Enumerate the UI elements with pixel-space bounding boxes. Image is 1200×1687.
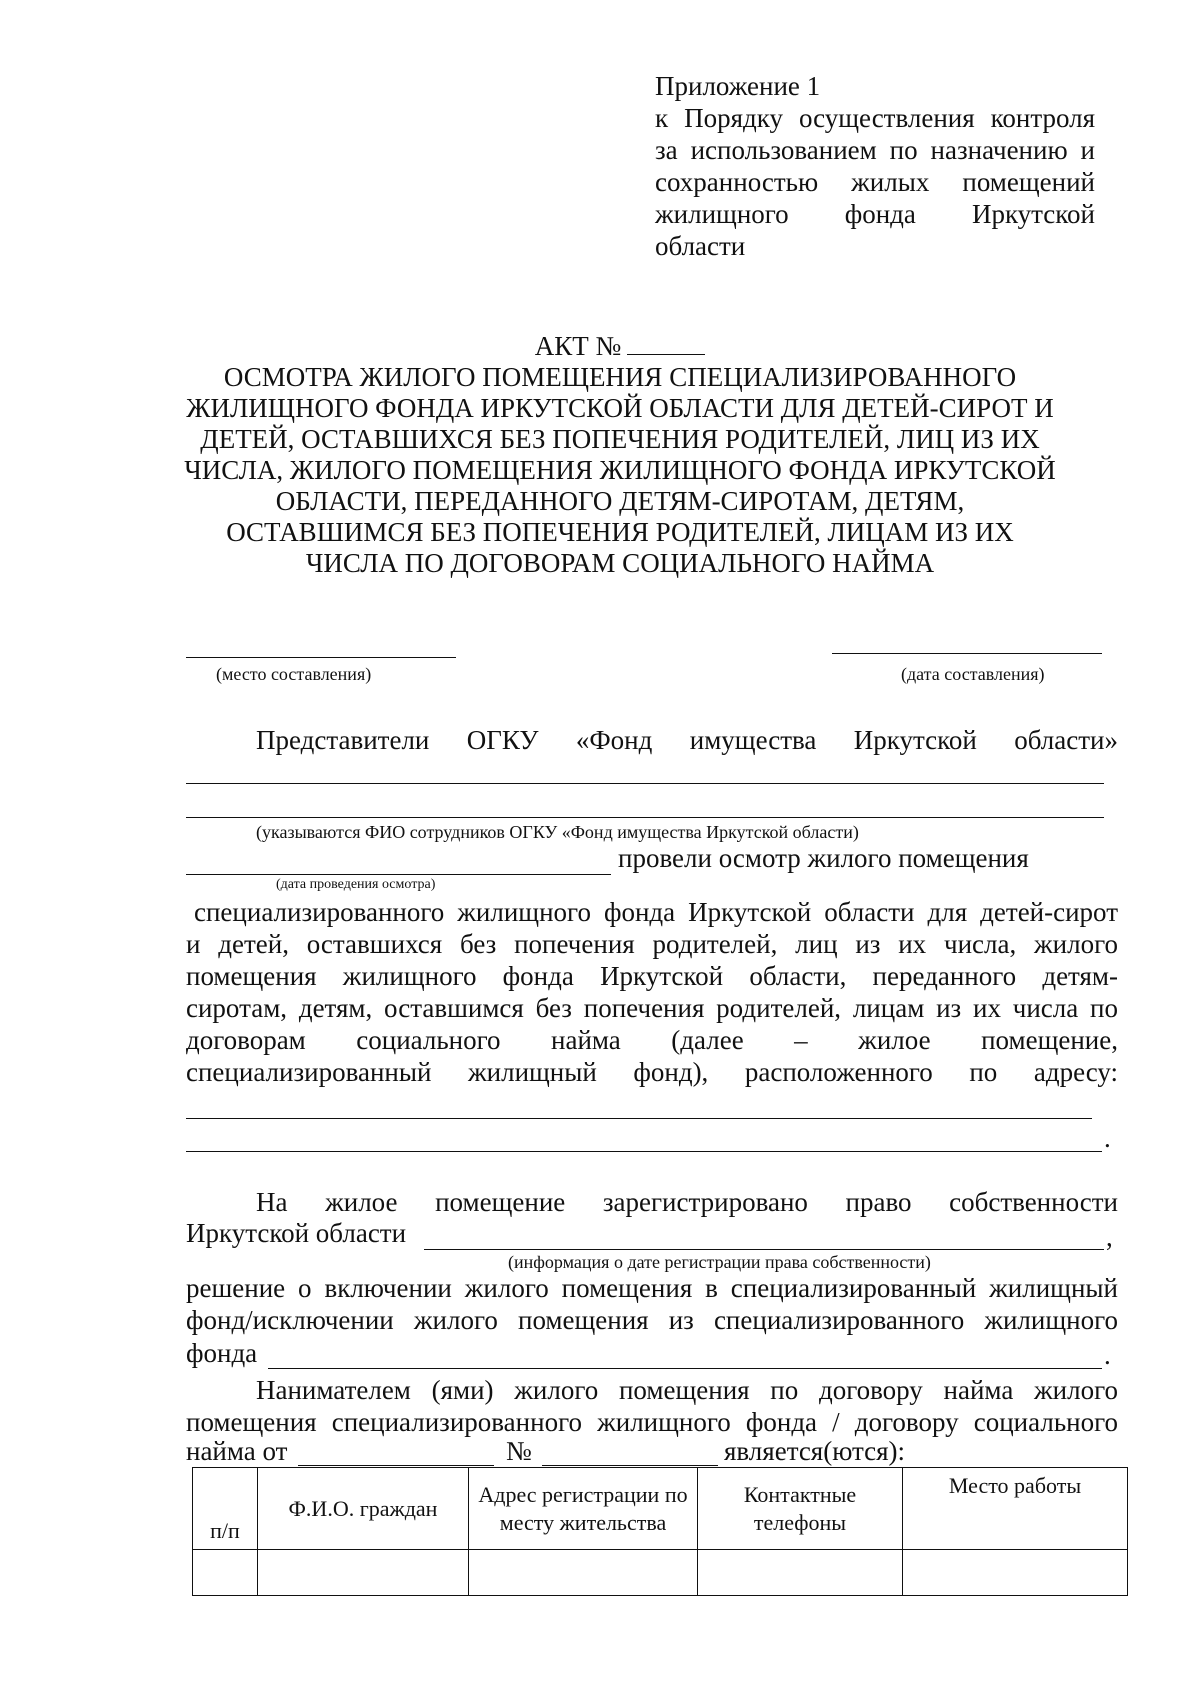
decision-period: .	[1104, 1340, 1111, 1370]
tenants-prefix: найма от	[186, 1436, 288, 1466]
body-line: специализированного жилищного фонда Иркутской области для детей-сирот	[194, 897, 1118, 927]
table-header-cell: п/п	[193, 1468, 258, 1550]
tenants-table	[192, 1467, 1128, 1596]
representatives-field-2[interactable]	[186, 817, 1104, 818]
appendix-line: области	[655, 231, 746, 261]
appendix-line: жилищного фонда Иркутской	[655, 199, 1095, 229]
body-line: договорам социального найма (далее – жилое помещение,	[186, 1025, 1118, 1055]
decision-line: решение о включении жилого помещения в специализированный жилищный	[186, 1273, 1118, 1303]
document-title	[180, 330, 1060, 579]
appendix-line: сохранностью жилых помещений	[655, 167, 1095, 197]
title-line: ЖИЛИЩНОГО ФОНДА ИРКУТСКОЙ ОБЛАСТИ ДЛЯ ДЕТЕЙ-СИРОТ И	[186, 393, 1054, 423]
appendix-line: за использованием по назначению и	[655, 135, 1095, 165]
conducted-text: провели осмотр жилого помещения	[618, 843, 1029, 873]
address-field-2[interactable]	[186, 1151, 1102, 1152]
body-line: помещения жилищного фонда Иркутской области, переданного детям-	[186, 961, 1118, 991]
address-field[interactable]	[186, 1118, 1092, 1119]
place-caption: (место составления)	[216, 664, 372, 684]
ownership-line: На жилое помещение зарегистрировано право собственности	[256, 1187, 1118, 1217]
body-paragraph	[186, 896, 1118, 1088]
representatives-field[interactable]	[186, 783, 1104, 784]
inspection-date-field[interactable]	[186, 874, 611, 875]
decision-line: фонд/исключении жилого помещения из специализированного жилищного	[186, 1305, 1118, 1335]
table-header-cell: Контактные телефоны	[698, 1468, 903, 1550]
title-line: ОСМОТРА ЖИЛОГО ПОМЕЩЕНИЯ СПЕЦИАЛИЗИРОВАННОГО	[223, 362, 1017, 392]
title-line: ОБЛАСТИ, ПЕРЕДАННОГО ДЕТЯМ-СИРОТАМ, ДЕТЯМ,	[275, 486, 965, 516]
tenants-suffix: является(ются):	[724, 1436, 906, 1466]
tenants-line-2: помещения специализированного жилищного фонда / договору социального	[186, 1407, 1118, 1437]
akt-number-field[interactable]	[627, 330, 705, 355]
date-field[interactable]	[832, 653, 1102, 654]
appendix-block	[655, 70, 1095, 262]
body-line: специализированный жилищный фонд), расположенного по адресу:	[186, 1057, 1118, 1087]
table-cell[interactable]	[193, 1550, 258, 1596]
table-header-row	[193, 1468, 1128, 1550]
inspection-date-caption: (дата проведения осмотра)	[276, 877, 436, 892]
ownership-caption: (информация о дате регистрации права собственности)	[508, 1252, 931, 1272]
table-header-cell: Место работы	[903, 1468, 1128, 1550]
fonda-label: фонда	[186, 1338, 258, 1368]
title-line: ЧИСЛА, ЖИЛОГО ПОМЕЩЕНИЯ ЖИЛИЩНОГО ФОНДА ИРКУТСКОЙ	[184, 455, 1056, 485]
table-cell[interactable]	[698, 1550, 903, 1596]
title-line: ДЕТЕЙ, ОСТАВШИХСЯ БЕЗ ПОПЕЧЕНИЯ РОДИТЕЛЕЙ, ЛИЦ ИЗ ИХ	[200, 424, 1040, 454]
decision-field[interactable]	[268, 1368, 1102, 1369]
table-header-cell: Адрес регистрации по месту жительства	[469, 1468, 698, 1550]
place-field[interactable]	[186, 657, 456, 658]
appendix-line: Приложение 1	[655, 71, 821, 101]
table-row	[193, 1550, 1128, 1596]
akt-label: АКТ №	[534, 331, 622, 361]
title-line: ЧИСЛА ПО ДОГОВОРАМ СОЦИАЛЬНОГО НАЙМА	[305, 548, 935, 578]
representatives-line: Представители ОГКУ «Фонд имущества Иркутской области»	[256, 725, 1118, 755]
contract-number-field[interactable]	[542, 1465, 718, 1466]
ownership-prefix: Иркутской области	[186, 1218, 407, 1248]
table-cell[interactable]	[903, 1550, 1128, 1596]
body-line: и детей, оставшихся без попечения родителей, лиц из их числа, жилого	[186, 929, 1118, 959]
appendix-line: к Порядку осуществления контроля	[655, 103, 1095, 133]
date-caption: (дата составления)	[901, 664, 1045, 684]
table-cell[interactable]	[469, 1550, 698, 1596]
ownership-comma: ,	[1106, 1222, 1113, 1252]
body-line: сиротам, детям, оставшимся без попечения родителей, лицам из их числа по	[186, 993, 1118, 1023]
title-line: ОСТАВШИМСЯ БЕЗ ПОПЕЧЕНИЯ РОДИТЕЛЕЙ, ЛИЦАМ ИЗ ИХ	[226, 517, 1014, 547]
ownership-date-field[interactable]	[424, 1249, 1104, 1250]
table-cell[interactable]	[258, 1550, 469, 1596]
contract-date-field[interactable]	[298, 1465, 494, 1466]
table-header-cell: Ф.И.О. граждан	[258, 1468, 469, 1550]
tenants-line: Нанимателем (ями) жилого помещения по договору найма жилого	[256, 1375, 1118, 1405]
number-sign: №	[506, 1436, 532, 1466]
representatives-caption: (указываются ФИО сотрудников ОГКУ «Фонд имущества Иркутской области)	[256, 822, 859, 842]
decision-paragraph	[186, 1272, 1118, 1336]
address-period: .	[1104, 1123, 1111, 1153]
